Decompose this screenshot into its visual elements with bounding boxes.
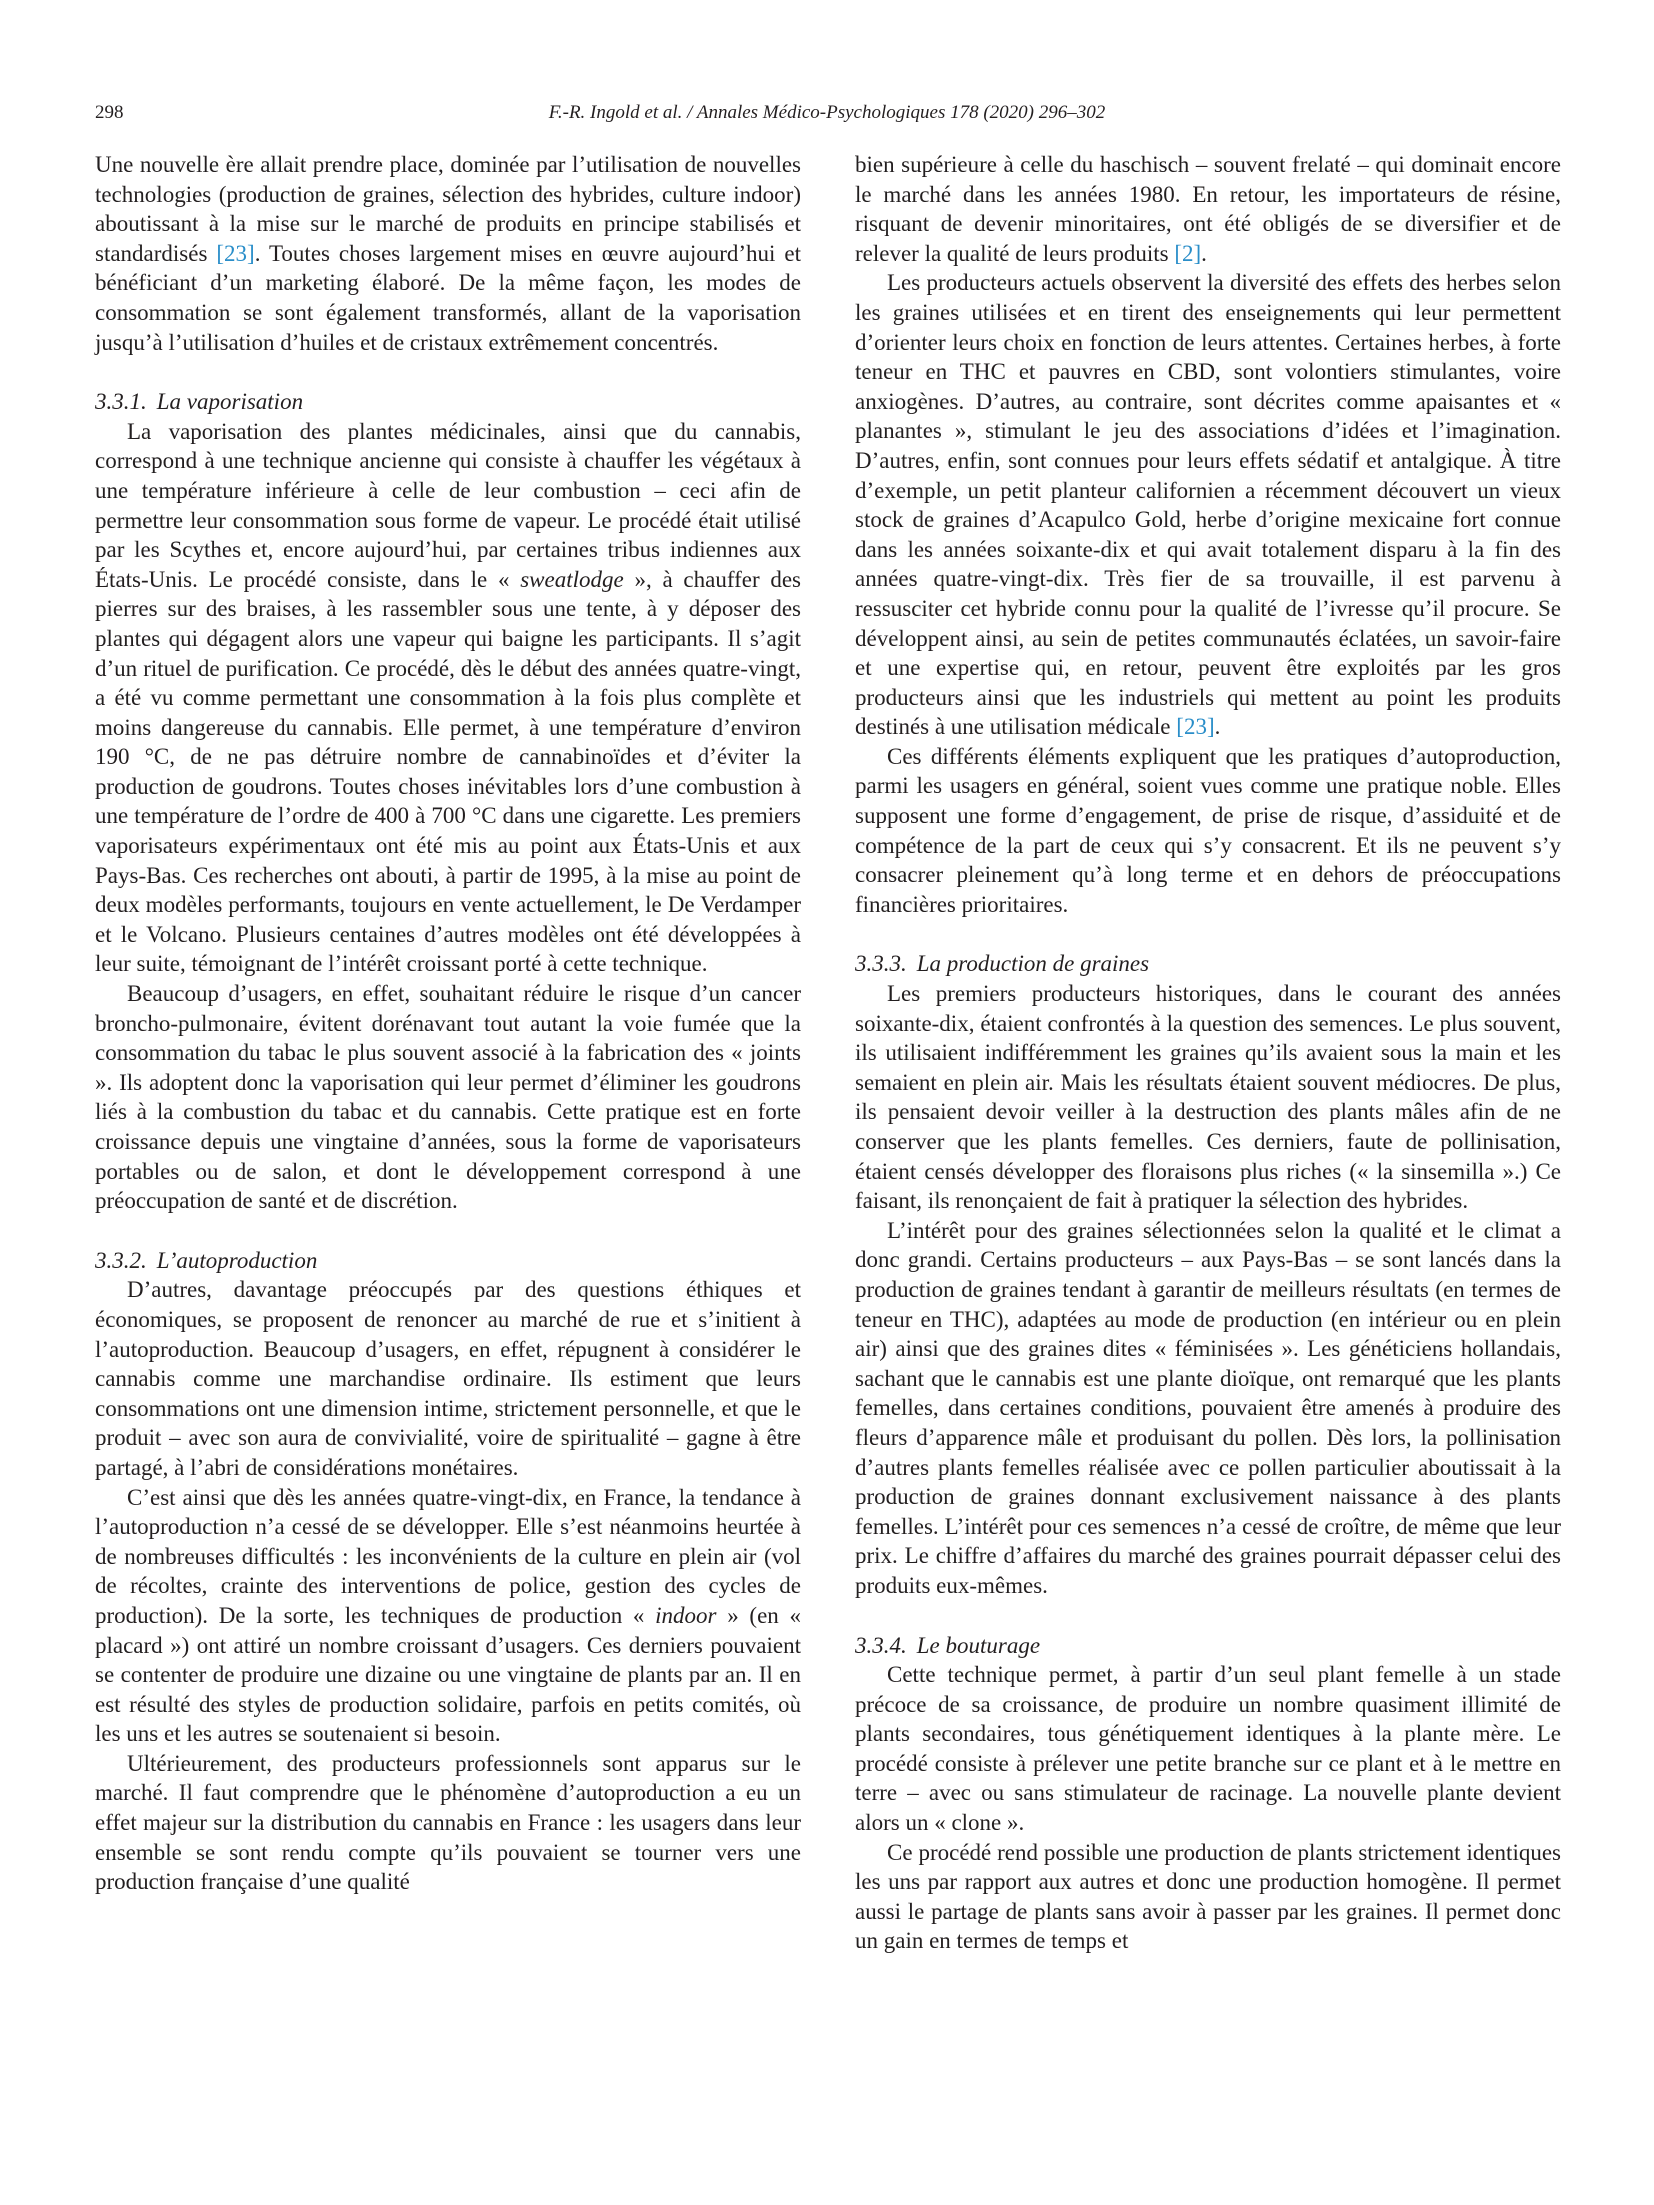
section-title: L’autoproduction — [156, 1247, 318, 1273]
italic-term: sweatlodge — [520, 566, 624, 592]
section-number: 3.3.4. — [855, 1632, 907, 1658]
paragraph-text: . — [1214, 714, 1221, 740]
section-heading-3-3-1 — [95, 387, 801, 417]
paragraph: D’autres, davantage préoccupés par des questions éthiques et économiques, se proposent de renoncer au marché de rue et s’initient à l’autoproduction. Beaucoup d’usagers, en effet, répugnent à considérer le cannabis comme une marchandise ordinaire. Ils estiment que leurs consommations ont une dimension intime, strictement personnelle, et que le produit – avec son aura de convivialité, voire de spiritualité – gagne à être partagé, à l’abri de considérations monétaires. — [95, 1277, 801, 1480]
paragraph — [855, 150, 1561, 268]
paragraph — [95, 417, 801, 979]
paragraph-text: » (en « placard ») ont attiré un nombre croissant d’usagers. Ces derniers pouvaient se contenter de produire une dizaine ou une vingtaine de plants par an. Il en est résulté des styles de production solidaire, parfois en petits comités, où les uns et les autres se soutenaient si besoin. — [95, 1602, 801, 1747]
paragraph: Les premiers producteurs historiques, dans le courant des années soixante-dix, étaient confrontés à la question des semences. Le plus souvent, ils utilisaient indifféremment les graines qu’ils avaient sous la main et les semaient en plein air. Mais les résultats étaient souvent médiocres. De plus, ils pensaient devoir veiller à la destruction des plants mâles afin de ne conserver que les plants femelles. Ces derniers, faute de pollinisation, étaient censés développer des floraisons plus riches (« la sinsemilla ».) Ce faisant, ils renonçaient de fait à pratiquer la sélection des hybrides. — [855, 981, 1561, 1214]
paragraph — [95, 1483, 801, 1749]
page-number: 298 — [95, 102, 124, 123]
paragraph: Beaucoup d’usagers, en effet, souhaitant réduire le risque d’un cancer broncho-pulmonaire, évitent dorénavant tout autant la voie fumée que la consommation du tabac le plus souvent associé à la fabrication des « joints ». Ils adoptent donc la vaporisation qui leur permet d’éliminer les goudrons liés à la combustion du tabac et du cannabis. Cette pratique est en forte croissance depuis une vingtaine d’années, sous la forme de vaporisateurs portables ou de salon, et dont le développement correspond à une préoccupation de santé et de discrétion. — [95, 981, 801, 1214]
paragraph-text: La vaporisation des plantes médicinales, ainsi que du cannabis, correspond à une technique ancienne qui consiste à chauffer les végétaux à une température inférieure à celle de leur combustion – ceci afin de permettre leur consommation sous forme de vapeur. Le procédé était utilisé par les Scythes et, encore aujourd’hui, par certaines tribus indiennes aux États-Unis. Le procédé consiste, dans le « — [95, 418, 801, 592]
citation-link[interactable]: [23] — [216, 240, 255, 266]
section-number: 3.3.1. — [95, 389, 147, 415]
paragraph: Ultérieurement, des producteurs professionnels sont apparus sur le marché. Il faut comprendre que le phénomène d’autoproduction a eu un effet majeur sur la distribution du cannabis en France : les usagers dans leur ensemble se sont rendu compte qu’ils pouvaient se tourner vers une production française d’une qualité — [95, 1750, 801, 1895]
paragraph-text: Une nouvelle ère allait prendre place, dominée par l’utilisation de nouvelles technologies (production de graines, sélection des hybrides, culture indoor) aboutissant à la mise sur le marché de produits en principe stabilisés et standardisés — [95, 152, 801, 266]
paragraph: Ces différents éléments expliquent que les pratiques d’autoproduction, parmi les usagers en général, soient vues comme une pratique noble. Elles supposent une forme d’engagement, de prise de risque, d’assiduité et de compétence de la part de ceux qui s’y consacrent. Et ils ne peuvent s’y consacrer pleinement qu’à long terme et en dehors de préoccupations financières prioritaires. — [855, 743, 1561, 917]
left-column — [95, 150, 801, 1897]
paragraph: L’intérêt pour des graines sélectionnées selon la qualité et le climat a donc grandi. Certains producteurs – aux Pays-Bas – se sont lancés dans la production de graines tendant à garantir de meilleurs résultats (en termes de teneur en THC), adaptées au mode de production (en intérieur ou en plein air) ainsi que des graines dites « féminisées ». Les généticiens hollandais, sachant que le cannabis est une plante dioïque, ont remarqué que les plants femelles, dans certaines conditions, pouvaient être amenés à produire des fleurs d’apparence mâle et produisant du pollen. Dès lors, la pollinisation d’autres plants femelles réalisée avec ce pollen particulier aboutissait à la production de graines donnant exclusivement naissance à des plants femelles. L’intérêt pour ces semences n’a cessé de croître, de même que leur prix. Le chiffre d’affaires du marché des graines pourrait dépasser celui des produits eux-mêmes. — [855, 1217, 1561, 1598]
paragraph-text: C’est ainsi que dès les années quatre-vingt-dix, en France, la tendance à l’autoproduction n’a cessé de se développer. Elle s’est néanmoins heurtée à de nombreuses difficultés : les inconvénients de la culture en plein air (vol de récoltes, crainte des interventions de police, gestion des cycles de production). De la sorte, les techniques de production « — [95, 1484, 801, 1628]
section-title: La production de graines — [916, 951, 1150, 977]
paragraph-text: . — [1201, 240, 1207, 266]
paragraph — [855, 268, 1561, 742]
right-column — [855, 150, 1561, 1956]
section-title: Le bouturage — [916, 1632, 1041, 1658]
paragraph-text: . Toutes choses largement mises en œuvre aujourd’hui et bénéficiant d’un marketing élaboré. De la même façon, les modes de consommation se sont également transformés, allant de la vaporisation jusqu’à l’utilisation d’huiles et de cristaux extrêmement concentrés. — [95, 240, 801, 355]
paragraph: Cette technique permet, à partir d’un seul plant femelle à un stade précoce de sa croissance, de produire un nombre quasiment illimité de plants secondaires, tous génétiquement identiques à la plante mère. Le procédé consiste à prélever une petite branche sur ce plant et à le mettre en terre – avec ou sans stimulateur de racinage. La nouvelle plante devient alors un « clone ». — [855, 1662, 1561, 1836]
paragraph-text: », à chauffer des pierres sur des braises, à les rassembler sous une tente, à y déposer des plantes qui dégagent alors une vapeur qui baigne les participants. Il s’agit d’un rituel de purification. Ce procédé, dès le début des années quatre-vingt, a été vu comme permettant une consommation à la fois plus complète et moins dangereuse du cannabis. Elle permet, à une température d’environ 190 °C, de ne pas détruire nombre de cannabinoïdes et d’éviter la production de goudrons. Toutes choses inévitables lors d’une combustion à une température de l’ordre de 400 à 700 °C dans une cigarette. Les premiers vaporisateurs expérimentaux ont été mis au point aux États-Unis et aux Pays-Bas. Ces recherches ont abouti, à partir de 1995, à la mise au point de deux modèles performants, toujours en vente actuellement, le De Verdamper et le Volcano. Plusieurs centaines d’autres modèles ont été développées à leur suite, témoignant de l’intérêt croissant porté à cette technique. — [95, 566, 802, 977]
citation-link[interactable]: [2] — [1174, 240, 1202, 266]
paragraph-text: bien supérieure à celle du haschisch – souvent frelaté – qui dominait encore le marché dans les années 1980. En retour, les importateurs de résine, risquant de devenir minoritaires, ont été obligés de se diversifier et de relever la qualité de leurs produits — [855, 152, 1561, 266]
section-heading-3-3-2 — [95, 1246, 801, 1276]
section-number: 3.3.3. — [855, 951, 907, 977]
section-number: 3.3.2. — [95, 1247, 147, 1273]
running-header: F.-R. Ingold et al. / Annales Médico-Psychologiques 178 (2020) 296–302 — [548, 102, 1106, 123]
paragraph-text: Les producteurs actuels observent la diversité des effets des herbes selon les graines utilisées et en tirent des enseignements qui leur permettent d’orienter leurs choix en fonction de leurs attentes. Certaines herbes, à forte teneur en THC et pauvres en CBD, sont volontiers stimulantes, voire anxiogènes. D’autres, au contraire, sont décrites comme apaisantes et « planantes », stimulant le jeu des associations d’idées et l’imagination. D’autres, enfin, sont connues pour leurs effets sédatif et antalgique. À titre d’exemple, un petit planteur californien a récemment découvert un vieux stock de graines d’Acapulco Gold, herbe d’origine mexicaine fort connue dans les années soixante-dix et qui avait totalement disparu à la fin des années quatre-vingt-dix. Très fier de sa trouvaille, il est parvenu à ressusciter cet hybride connu pour la qualité de l’ivresse qu’il procure. Se développent ainsi, au sein de petites communautés éclatées, un savoir-faire et une expertise qui, en retour, peuvent être exploités par les gros producteurs ainsi que les industriels qui mettent au point les produits destinés à une utilisation médicale — [855, 270, 1561, 740]
paragraph: Ce procédé rend possible une production de plants strictement identiques les uns par rapport aux autres et donc une production homogène. Il permet aussi le partage de plants sans avoir à passer par les graines. Il permet donc un gain en termes de temps et — [855, 1839, 1561, 1954]
section-heading-3-3-3 — [855, 949, 1561, 979]
citation-link[interactable]: [23] — [1176, 714, 1215, 740]
paragraph — [95, 150, 801, 357]
section-title: La vaporisation — [156, 389, 304, 415]
section-heading-3-3-4 — [855, 1631, 1561, 1661]
italic-term: indoor — [655, 1602, 717, 1628]
